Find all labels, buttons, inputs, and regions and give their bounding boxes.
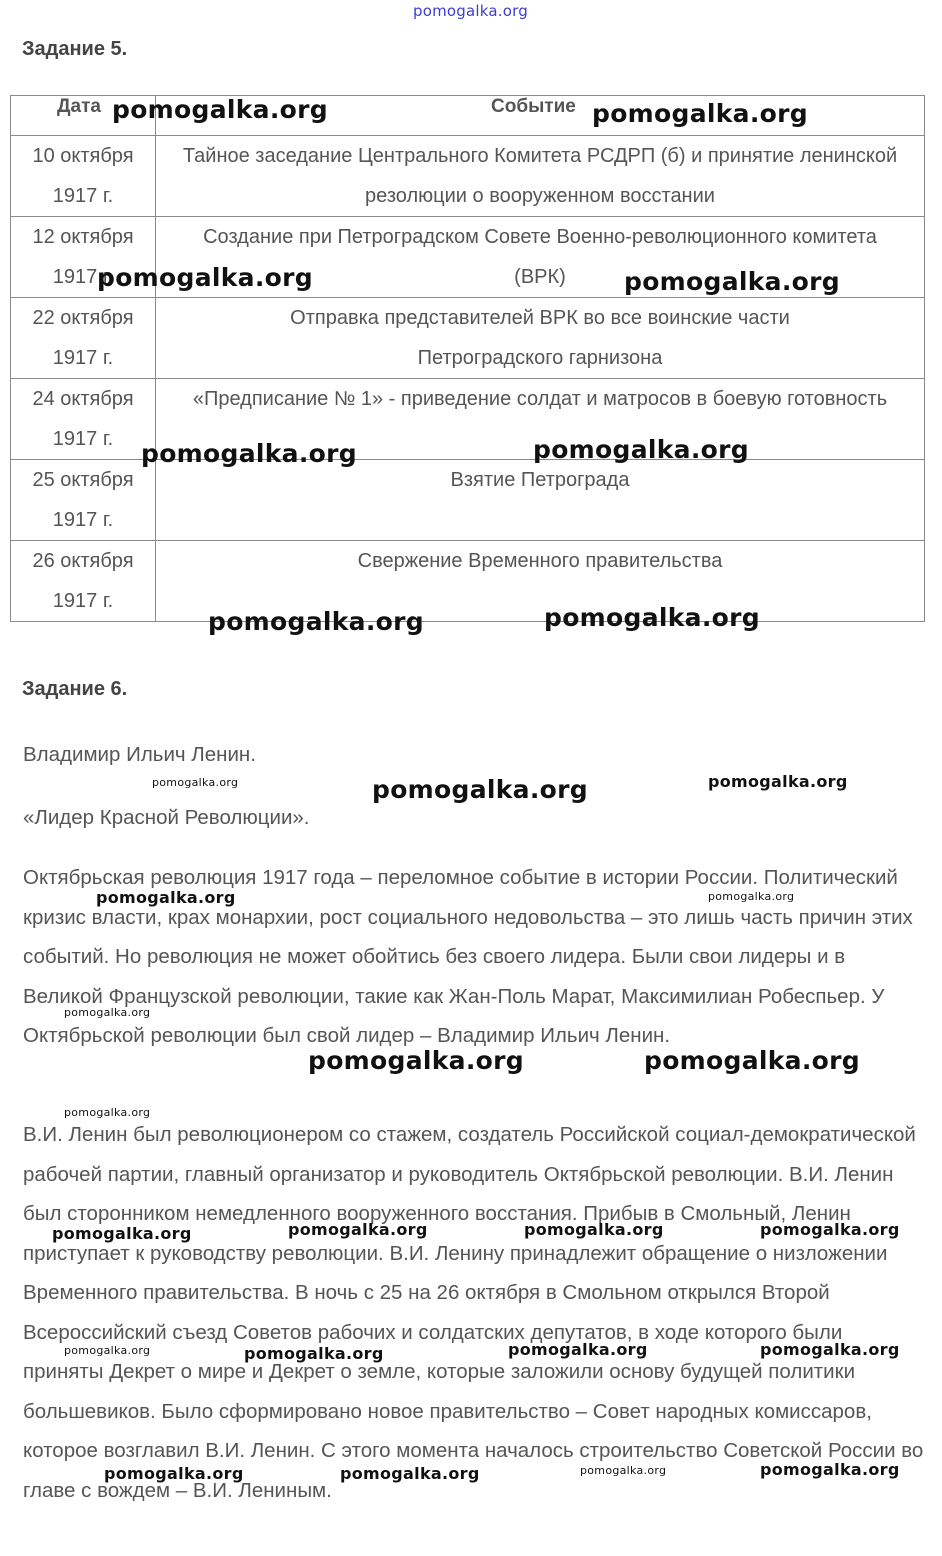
watermark: pomogalka.org xyxy=(96,888,236,907)
watermark: pomogalka.org xyxy=(208,607,424,636)
watermark: pomogalka.org xyxy=(64,1106,151,1119)
table-row xyxy=(11,136,925,217)
person-epithet: «Лидер Красной Революции». xyxy=(23,806,310,829)
watermark: pomogalka.org xyxy=(760,1340,900,1359)
row-date: 12 октября 1917 г. xyxy=(11,217,156,298)
watermark: pomogalka.org xyxy=(644,1046,860,1075)
person-name: Владимир Ильич Ленин. xyxy=(23,743,256,766)
row-date: 24 октября 1917 г. xyxy=(11,379,156,460)
row-event: Создание при Петроградском Совете Военно-революционного комитета (ВРК) xyxy=(156,217,925,298)
column-header-date: Дата xyxy=(11,96,156,136)
row-date: 25 октября 1917 г. xyxy=(11,460,156,541)
watermark: pomogalka.org xyxy=(708,772,848,791)
site-link[interactable]: pomogalka.org xyxy=(413,2,528,20)
watermark: pomogalka.org xyxy=(524,1220,664,1239)
column-header-event: Событие xyxy=(156,96,925,136)
watermark: pomogalka.org xyxy=(708,890,795,903)
essay-paragraph-1: Октябрьская революция 1917 года – переломное событие в истории России. Политический кризис власти, крах монархии, рост социального недовольства – это лишь часть причин этих событий. Но революция не может обойтись без своего лидера. Были свои лидеры и в Великой Французской революции, такие как Жан-Поль Марат, Максимилиан Робеспьер. У Октябрьской революции был свой лидер – Владимир Ильич Ленин. xyxy=(23,866,913,1047)
row-date: 26 октября 1917 г. xyxy=(11,541,156,622)
events-table xyxy=(10,95,925,622)
watermark: pomogalka.org xyxy=(112,95,328,124)
row-date: 22 октября 1917 г. xyxy=(11,298,156,379)
table-row xyxy=(11,460,925,541)
table-row xyxy=(11,298,925,379)
row-event: Тайное заседание Центрального Комитета РСДРП (б) и принятие ленинской резолюции о вооруженном восстании xyxy=(156,136,925,217)
row-event: Взятие Петрограда xyxy=(156,460,925,541)
task6-title: Задание 6. xyxy=(22,678,128,700)
watermark: pomogalka.org xyxy=(544,603,760,632)
row-event: Свержение Временного правительства xyxy=(156,541,925,622)
watermark: pomogalka.org xyxy=(64,1006,151,1019)
watermark: pomogalka.org xyxy=(508,1340,648,1359)
watermark: pomogalka.org xyxy=(760,1460,900,1479)
watermark: pomogalka.org xyxy=(52,1224,192,1243)
task5-title: Задание 5. xyxy=(22,38,128,60)
watermark: pomogalka.org xyxy=(533,435,749,464)
essay-paragraph-2: В.И. Ленин был революционером со стажем, создатель Российской социал-демократической рабочей партии, главный организатор и руководитель Октябрьской революции. В.И. Ленин был сторонником немедленного вооруженного восстания. Прибыв в Смольный, Ленин приступает к руководству революции. В.И. Ленину принадлежит обращение о низложении Временного правительства. В ночь с 25 на 26 октября в Смольном открылся Второй Всероссийский съезд Советов рабочих и солдатских депутатов, в ходе которого были приняты Декрет о мире и Декрет о земле, которые заложили основу будущей политики большевиков. Было сформировано новое правительство – Совет народных комиссаров, которое возглавил В.И. Ленин. С этого момента началось строительство Советской России во главе с вождем – В.И. Лениным. xyxy=(23,1123,924,1502)
watermark: pomogalka.org xyxy=(372,775,588,804)
watermark: pomogalka.org xyxy=(624,267,840,296)
row-event: «Предписание № 1» - приведение солдат и матросов в боевую готовность xyxy=(156,379,925,460)
watermark: pomogalka.org xyxy=(308,1046,524,1075)
watermark: pomogalka.org xyxy=(152,776,239,789)
watermark: pomogalka.org xyxy=(104,1464,244,1483)
watermark: pomogalka.org xyxy=(97,263,313,292)
watermark: pomogalka.org xyxy=(288,1220,428,1239)
row-event: Отправка представителей ВРК во все воинские части Петроградского гарнизона xyxy=(156,298,925,379)
row-date: 10 октября 1917 г. xyxy=(11,136,156,217)
watermark: pomogalka.org xyxy=(580,1464,667,1477)
watermark: pomogalka.org xyxy=(244,1344,384,1363)
watermark: pomogalka.org xyxy=(592,99,808,128)
watermark: pomogalka.org xyxy=(340,1464,480,1483)
watermark: pomogalka.org xyxy=(760,1220,900,1239)
table-row xyxy=(11,541,925,622)
watermark: pomogalka.org xyxy=(64,1344,151,1357)
watermark: pomogalka.org xyxy=(141,439,357,468)
